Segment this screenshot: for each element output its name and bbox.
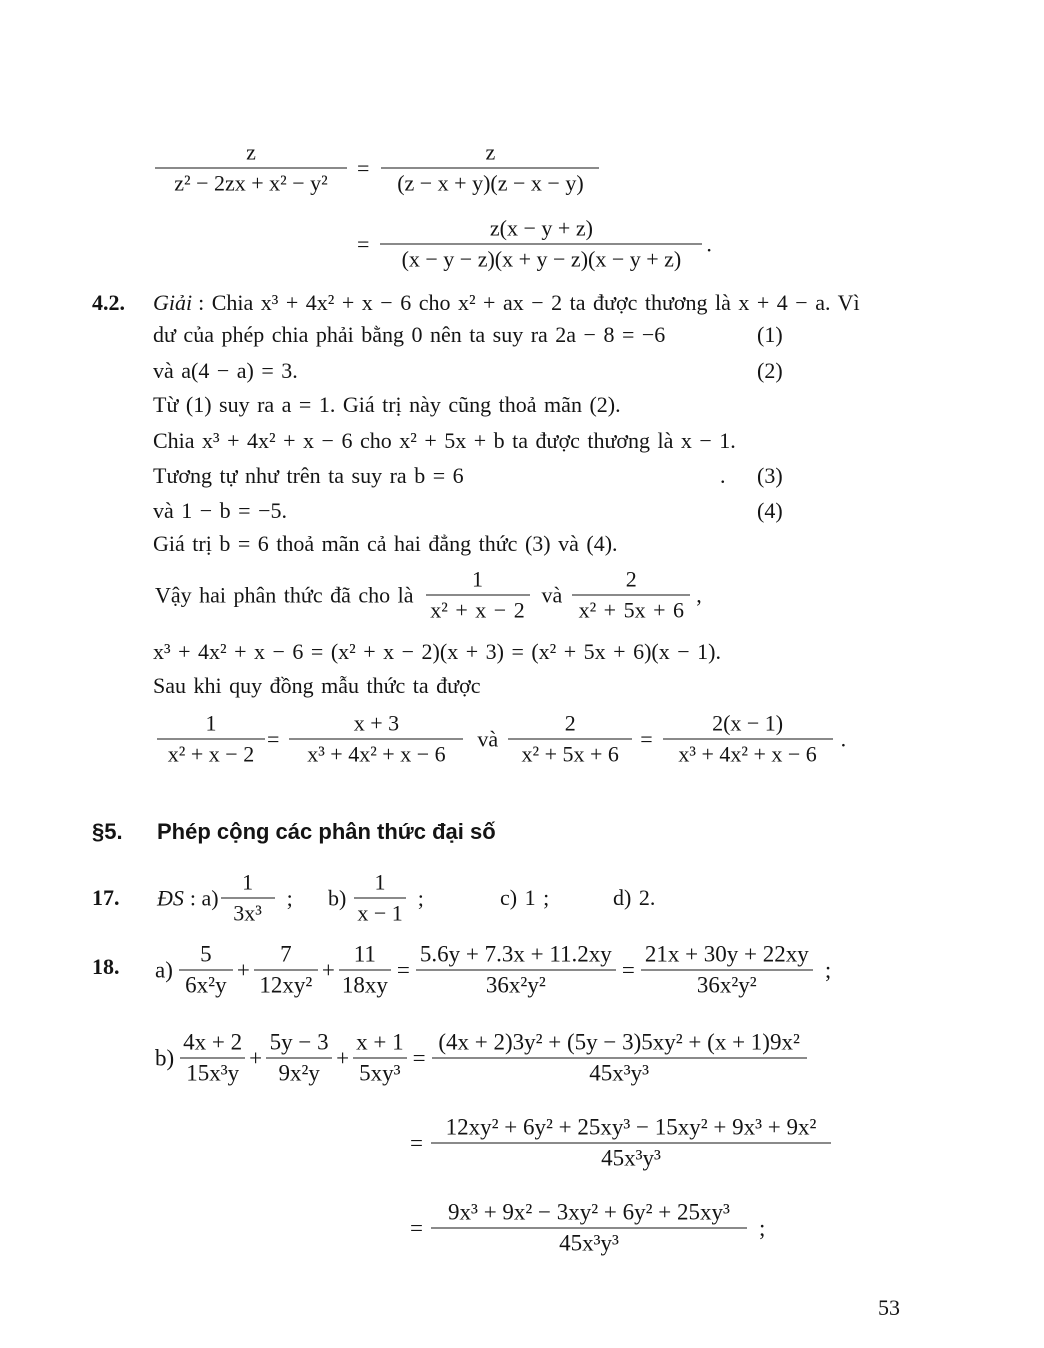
ex18-part-b-step-2 <box>410 1113 831 1174</box>
ex18-part-b <box>155 1028 807 1089</box>
numerator: 9x³ + 9x² − 3xy² + 6y² + 25xy³ <box>448 1199 730 1225</box>
fraction-rhs-2 <box>380 214 702 275</box>
ex17-part-d: d) 2. <box>613 885 656 910</box>
semicolon: ; <box>758 1215 766 1240</box>
denominator: 45x³y³ <box>559 1230 619 1256</box>
fraction-first <box>426 565 530 626</box>
numerator: 4x + 2 <box>183 1029 243 1055</box>
equals-sign: = <box>640 726 653 751</box>
equals-sign: = <box>621 957 635 982</box>
denominator: (x − y − z)(x + y − z)(x − y + z) <box>401 246 682 272</box>
ex42-line-8: Giá trị b = 6 thoả mãn cả hai đẳng thức (3) và (4). <box>153 531 618 556</box>
numerator: 1 <box>242 869 254 895</box>
term-3 <box>353 1028 406 1089</box>
semicolon: ; <box>417 885 424 910</box>
term-3 <box>339 940 391 1001</box>
numerator: z(x − y + z) <box>489 215 593 241</box>
semicolon: ; <box>286 885 293 910</box>
fraction-4 <box>663 709 833 770</box>
step-1 <box>416 940 616 1001</box>
equals-sign: = <box>412 1045 426 1070</box>
numerator: 2 <box>625 566 637 592</box>
ex17-part-c: c) 1 ; <box>500 885 550 910</box>
part-a-label: : a) <box>189 885 219 910</box>
denominator: x³ + 4x² + x − 6 <box>307 741 446 767</box>
denominator: 45x³y³ <box>601 1145 661 1171</box>
numerator: x + 3 <box>353 710 400 736</box>
solution-label: Giải <box>153 290 193 315</box>
denominator: z² − 2zx + x² − y² <box>174 170 328 196</box>
denominator: x² + 5x + 6 <box>578 597 684 623</box>
ex42-line-5: Chia x³ + 4x² + x − 6 cho x² + 5x + b ta được thương là x − 1. <box>153 428 736 453</box>
ex42-line-6: Tương tự như trên ta suy ra b = 6 <box>153 463 464 488</box>
numerator: 1 <box>205 710 217 736</box>
numerator: 5y − 3 <box>269 1029 329 1055</box>
denominator: x² + 5x + 6 <box>521 741 619 767</box>
numerator: 21x + 30y + 22xy <box>644 941 809 967</box>
fraction-a <box>221 868 275 929</box>
fraction-lhs <box>155 138 347 199</box>
equation-tag-1: (1) <box>757 322 783 347</box>
ex17-part-b <box>328 868 424 929</box>
numerator: 5 <box>200 941 212 967</box>
ex17-number: 17. <box>92 885 120 910</box>
denominator: x² + x − 2 <box>167 741 255 767</box>
denominator: 15x³y <box>186 1060 240 1086</box>
denominator: 45x³y³ <box>589 1060 649 1086</box>
ex42-line-4: Từ (1) suy ra a = 1. Giá trị này cũng thoả mãn (2). <box>153 392 621 417</box>
ex42-line-9: x³ + 4x² + x − 6 = (x² + x − 2)(x + 3) = (x² + 5x + 6)(x − 1). <box>153 639 721 664</box>
equals-sign: = <box>267 726 280 751</box>
ex42-line-1-text: : Chia x³ + 4x² + x − 6 cho x² + ax − 2 ta được thương là x + 4 − a. Vì <box>198 290 860 315</box>
ex42-line-1 <box>153 288 860 318</box>
numerator: z <box>485 139 496 165</box>
fraction-second <box>572 565 690 626</box>
intro-equation-row-2 <box>357 214 712 275</box>
term-2 <box>266 1028 332 1089</box>
numerator: 7 <box>280 941 292 967</box>
equals-sign: = <box>396 957 410 982</box>
step-2 <box>431 1113 831 1174</box>
fraction-2 <box>289 709 463 770</box>
numerator: 11 <box>353 941 376 967</box>
part-b-label: b) <box>328 885 347 910</box>
denominator: 12xy² <box>259 972 313 998</box>
denominator: 5xy³ <box>359 1060 401 1086</box>
fraction-3 <box>508 709 632 770</box>
ex42-line-3: và a(4 − a) = 3. <box>153 358 298 383</box>
denominator: 3x³ <box>233 900 262 926</box>
part-a-label: a) <box>155 957 173 982</box>
term-1 <box>180 1028 245 1089</box>
section-number: §5. <box>92 819 123 844</box>
fraction-rhs-1 <box>381 138 599 199</box>
equals-sign: = <box>357 155 370 180</box>
step-3 <box>431 1198 747 1259</box>
ex18-part-a <box>155 940 831 1001</box>
numerator: z <box>246 139 256 165</box>
denominator: 36x²y² <box>696 972 757 998</box>
denominator: x − 1 <box>357 900 403 926</box>
semicolon: ; <box>824 957 832 982</box>
plus-sign: + <box>236 957 250 982</box>
ex42-line-2: dư của phép chia phải bằng 0 nên ta suy ra 2a − 8 = −6 <box>153 322 666 347</box>
plus-sign: + <box>321 957 335 982</box>
numerator: 12xy² + 6y² + 25xy³ − 15xy² + 9x³ + 9x² <box>445 1114 817 1140</box>
numerator: (4x + 2)3y² + (5y − 3)5xy² + (x + 1)9x² <box>438 1029 800 1055</box>
conjunction: và <box>477 726 499 751</box>
plus-sign: + <box>336 1045 350 1070</box>
numerator: 2 <box>564 710 576 736</box>
fraction-1 <box>157 709 265 770</box>
denominator: 18xy <box>341 972 388 998</box>
equation-tag-3: (3) <box>757 463 783 488</box>
step-1 <box>432 1028 807 1089</box>
conclusion-text: Vậy hai phân thức đã cho là <box>155 582 414 607</box>
comma: , <box>696 582 702 607</box>
intro-equation-row-1 <box>155 138 599 199</box>
equals-sign: = <box>410 1215 423 1240</box>
equals-sign: = <box>410 1130 423 1155</box>
numerator: 2(x − 1) <box>712 710 784 736</box>
section-title: Phép cộng các phân thức đại số <box>157 819 496 844</box>
equation-tag-4: (4) <box>757 498 783 523</box>
part-b-label: b) <box>155 1045 175 1070</box>
denominator: 6x²y <box>185 972 227 998</box>
conjunction: và <box>541 582 563 607</box>
ex42-line-7: và 1 − b = −5. <box>153 498 287 523</box>
ex18-part-b-step-3 <box>410 1198 765 1259</box>
plus-sign: + <box>249 1045 263 1070</box>
fraction-b <box>354 868 405 929</box>
ex17-part-a <box>157 868 293 929</box>
period: . <box>840 726 847 751</box>
denominator: x² + x − 2 <box>430 597 525 623</box>
numerator: 5.6y + 7.3x + 11.2xy <box>419 941 612 967</box>
ex42-line-10: Sau khi quy đồng mẫu thức ta được <box>153 673 481 698</box>
ex42-number: 4.2. <box>92 290 125 315</box>
denominator: 9x²y <box>278 1060 320 1086</box>
term-2 <box>254 940 318 1001</box>
equation-tag-2: (2) <box>757 358 783 383</box>
ex18-number: 18. <box>92 954 120 979</box>
period: . <box>706 231 712 256</box>
page-number: 53 <box>878 1295 900 1320</box>
step-2 <box>641 940 813 1001</box>
term-1 <box>179 940 233 1001</box>
numerator: x + 1 <box>356 1029 404 1055</box>
denominator: x³ + 4x² + x − 6 <box>678 741 817 767</box>
equals-sign: = <box>357 231 370 256</box>
denominator: (z − x + y)(z − x − y) <box>397 170 584 196</box>
answer-label: ĐS <box>157 885 184 910</box>
denominator: 36x²y² <box>485 972 546 998</box>
numerator: 1 <box>472 566 484 592</box>
numerator: 1 <box>374 869 386 895</box>
ex42-result-row <box>157 709 846 770</box>
ex42-conclusion-row <box>155 565 702 626</box>
ex42-line-6-mark: . <box>720 463 726 488</box>
